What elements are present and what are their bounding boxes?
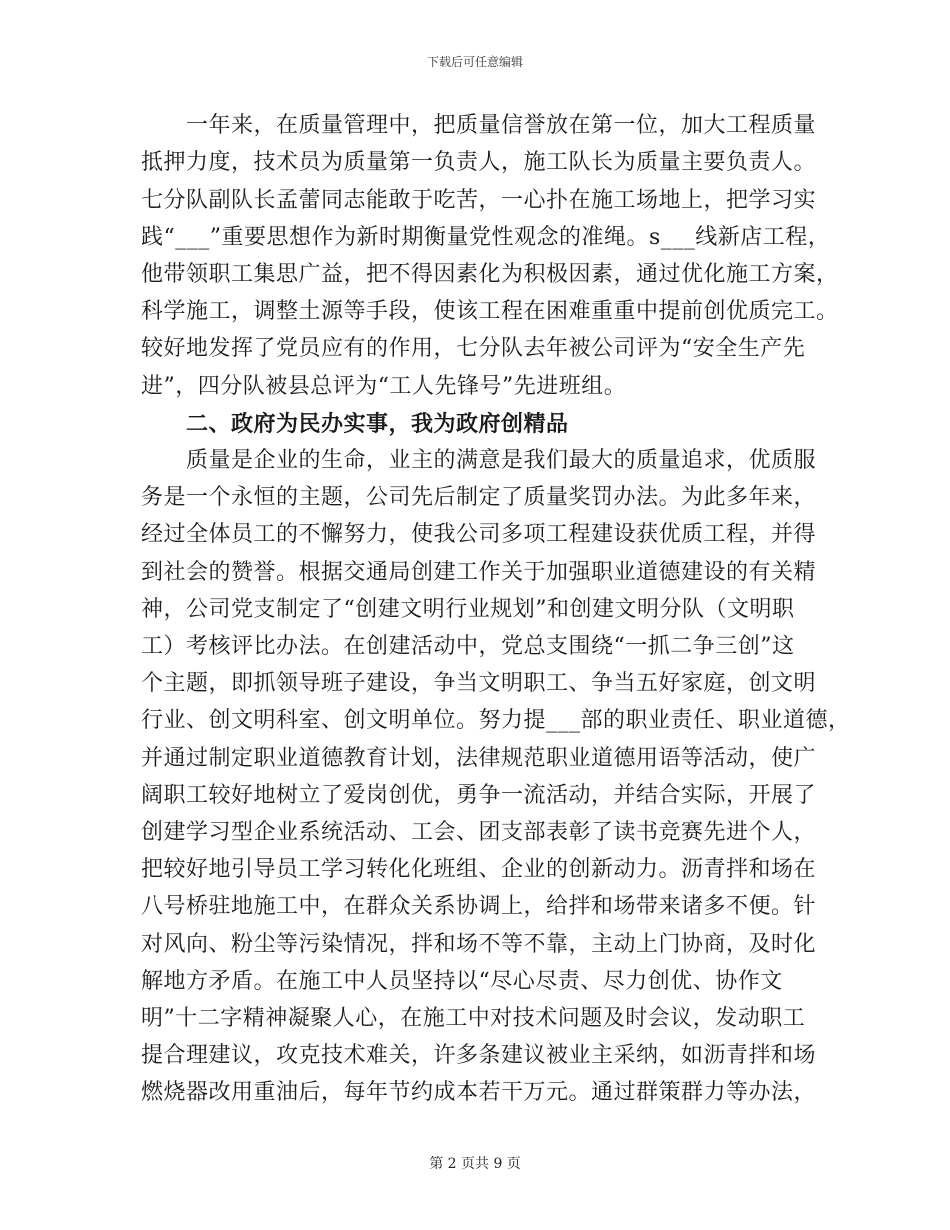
paragraph-line: 解地方矛盾。在施工中人员坚持以“尽心尽责、尽力创优、协作文 [141,969,783,994]
paragraph-line: 行业、创文明科室、创文明单位。努力提___部的职业责任、职业道德， [141,708,851,733]
paragraph-line: 明”十二字精神凝聚人心，在施工中对技术问题及时会议，发动职工 [141,1006,806,1031]
paragraph-line: 进”，四分队被县总评为“工人先锋号”先进班组。 [141,374,627,399]
paragraph-line: 他带领职工集思广益，把不得因素化为积极因素，通过优化施工方案， [141,262,839,287]
paragraph-line: 较好地发挥了党员应有的作用，七分队去年被公司评为“安全生产先 [141,336,806,361]
paragraph-line: 一年来，在质量管理中，把质量信誉放在第一位，加大工程质量 [141,113,817,138]
paragraph-line: 燃烧器改用重油后，每年节约成本若干万元。通过群策群力等办法， [141,1080,817,1105]
paragraph-line: 把较好地引导员工学习转化化班组、企业的创新动力。沥青拌和场在 [141,857,817,882]
section-heading: 二、政府为民办实事，我为政府创精品 [141,411,569,437]
paragraph-line: 抵押力度，技术员为质量第一负责人，施工队长为质量主要负责人。 [141,150,817,175]
paragraph-line: 神，公司党支制定了“创建文明行业规划”和创建文明分队（文明职 [141,597,795,622]
paragraph-line: 对风向、粉尘等污染情况，拌和场不等不靠，主动上门协商，及时化 [141,932,817,957]
paragraph-line: 阔职工较好地树立了爱岗创优，勇争一流活动，并结合实际，开展了 [141,783,817,808]
paragraph-line: 工）考核评比办法。在创建活动中，党总支围绕“一抓二争三创”这 [141,634,795,659]
paragraph-line: 质量是企业的生命，业主的满意是我们最大的质量追求，优质服 [141,448,817,473]
paragraph-line: 经过全体员工的不懈努力，使我公司多项工程建设获优质工程，并得 [141,522,817,547]
page-header: 下载后可任意编辑 [426,55,523,69]
paragraph-line: 八号桥驻地施工中，在群众关系协调上，给拌和场带来诸多不便。针 [141,894,817,919]
paragraph-line: 创建学习型企业系统活动、工会、团支部表彰了读书竞赛先进个人， [141,820,817,845]
paragraph-line: 七分队副队长孟蕾同志能敢于吃苦，一心扑在施工场地上，把学习实 [141,188,817,213]
paragraph-line: 提合理建议，攻克技术难关，许多条建议被业主采纳，如沥青拌和场 [141,1043,817,1068]
paragraph-line: 践“___”重要思想作为新时期衡量党性观念的准绳。s___线新店工程， [141,225,831,250]
paragraph-line: 个主题，即抓领导班子建设，争当文明职工、争当五好家庭，创文明 [141,671,817,696]
paragraph-line: 务是一个永恒的主题，公司先后制定了质量奖罚办法。为此多年来， [141,485,817,510]
paragraph-line: 科学施工，调整土源等手段，使该工程在困难重重中提前创优质完工。 [141,299,839,324]
paragraph-line: 并通过制定职业道德教育计划，法律规范职业道德用语等活动，使广 [141,746,817,771]
paragraph-line: 到社会的赞誉。根据交通局创建工作关于加强职业道德建设的有关精 [141,560,817,585]
page-footer: 第 2 页共 9 页 [429,1156,521,1172]
